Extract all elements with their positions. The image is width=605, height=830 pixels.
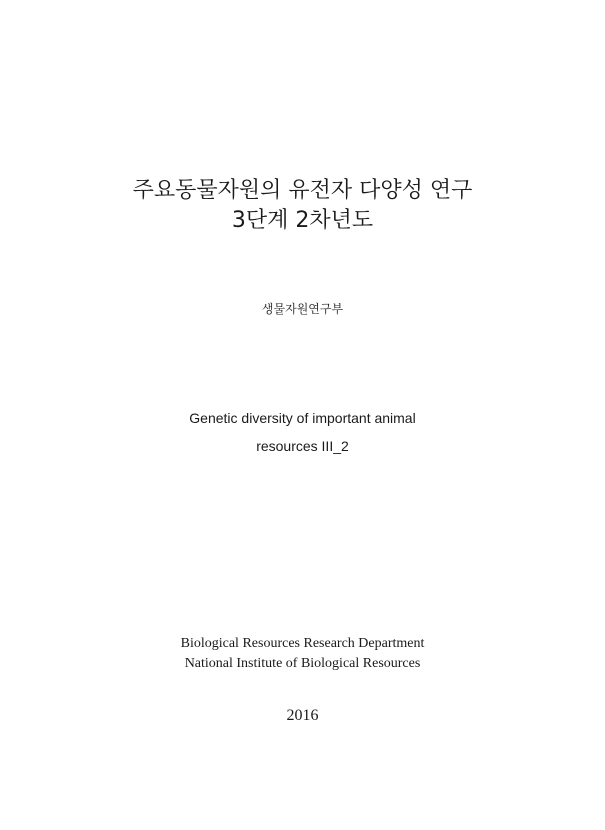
korean-department-name: 생물자원연구부 (261, 302, 344, 316)
publication-year: 2016 (286, 707, 319, 724)
korean-title-line-1: 주요동물자원의 유전자 다양성 연구 (132, 178, 473, 203)
english-title-line-2: resources III_2 (256, 438, 349, 454)
korean-title (0, 176, 605, 236)
korean-title-line-2: 3단계 2차년도 (231, 208, 374, 233)
english-affiliation (0, 634, 605, 674)
english-title (0, 404, 605, 460)
english-department-name: Biological Resources Research Department (180, 636, 425, 651)
english-institute-name: National Institute of Biological Resources (184, 656, 421, 671)
english-title-line-1: Genetic diversity of important animal (189, 410, 416, 426)
